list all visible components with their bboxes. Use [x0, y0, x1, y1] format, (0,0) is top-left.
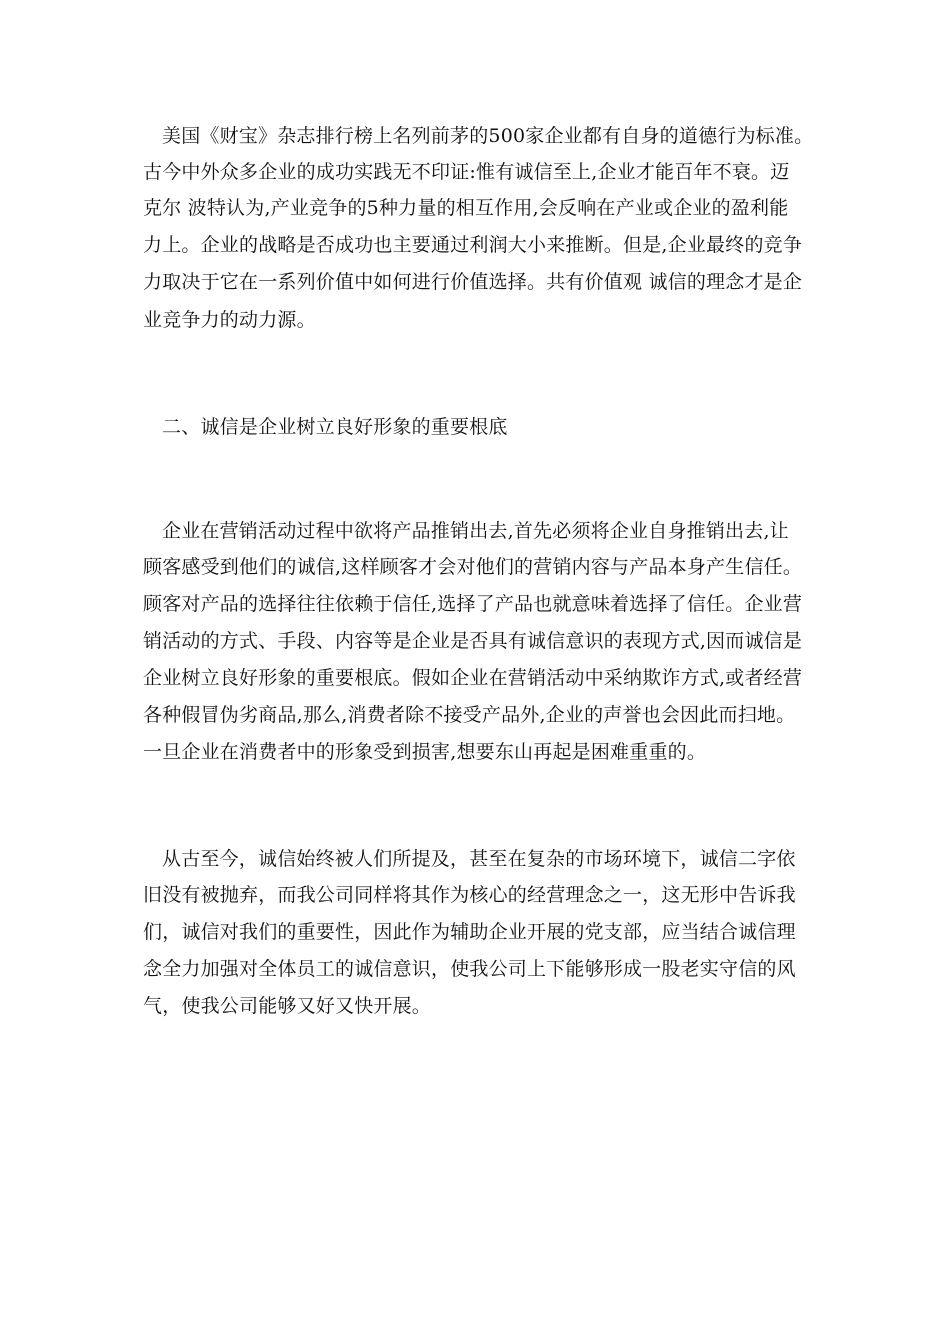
paragraph-1-line-1: 美国《财宝》杂志排行榜上名列前茅的500家企业都有自身的道德行为标准。	[162, 125, 814, 147]
paragraph-2-line-3: 顾客对产品的选择往往依赖于信任,选择了产品也就意味着选择了信任。企业营	[143, 593, 803, 615]
paragraph-1-line-6: 业竞争力的动力源。	[143, 309, 316, 331]
paragraph-1-line-4: 力上。企业的战略是否成功也主要通过利润大小来推断。但是,企业最终的竞争	[143, 234, 803, 256]
section-heading-2: 二、诚信是企业树立良好形象的重要根底	[162, 416, 508, 438]
paragraph-1-line-3: 克尔 波特认为,产业竞争的5种力量的相互作用,会反响在产业或企业的盈利能	[143, 197, 789, 219]
paragraph-3-line-1: 从古至今，诚信始终被人们所提及，甚至在复杂的市场环境下，诚信二字依	[162, 848, 796, 870]
paragraph-2-line-6: 各种假冒伪劣商品,那么,消费者除不接受产品外,企业的声誉也会因此而扫地。	[143, 704, 796, 726]
paragraph-3-line-4: 念全力加强对全体员工的诚信意识，使我公司上下能够形成一股老实守信的风	[143, 958, 796, 980]
paragraph-3-line-2: 旧没有被抛弃，而我公司同样将其作为核心的经营理念之一，这无形中告诉我	[143, 884, 796, 906]
paragraph-1-line-5: 力取决于它在一系列价值中如何进行价值选择。共有价值观 诚信的理念才是企	[143, 271, 803, 293]
paragraph-2-line-7: 一旦企业在消费者中的形象受到损害,想要东山再起是困难重重的。	[143, 741, 707, 763]
paragraph-1-line-2: 古今中外众多企业的成功实践无不印证:惟有诚信至上,企业才能百年不衰。迈	[143, 161, 790, 183]
paragraph-2-line-1: 企业在营销活动过程中欲将产品推销出去,首先必须将企业自身推销出去,让	[162, 520, 789, 542]
paragraph-2-line-2: 顾客感受到他们的诚信,这样顾客才会对他们的营销内容与产品本身产生信任。	[143, 556, 803, 578]
paragraph-2-line-5: 企业树立良好形象的重要根底。假如企业在营销活动中采纳欺诈方式,或者经营	[143, 667, 803, 689]
paragraph-3-line-3: 们，诚信对我们的重要性，因此作为辅助企业开展的党支部，应当结合诚信理	[143, 921, 796, 943]
paragraph-2-line-4: 销活动的方式、手段、内容等是企业是否具有诚信意识的表现方式,因而诚信是	[143, 630, 803, 652]
paragraph-3-line-5: 气，使我公司能够又好又快开展。	[143, 995, 432, 1017]
